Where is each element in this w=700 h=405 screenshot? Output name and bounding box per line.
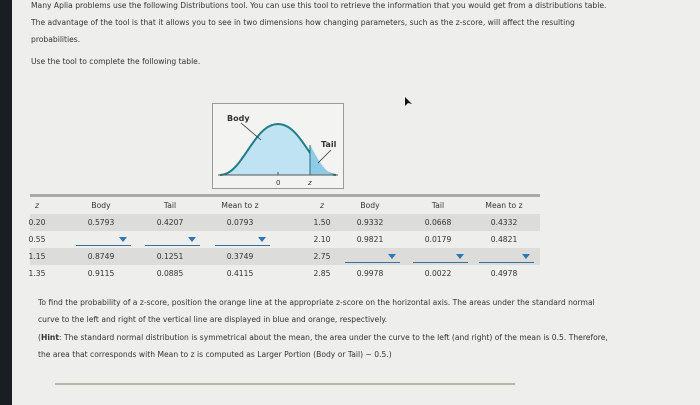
table-cell: 0.4332 — [490, 218, 518, 227]
table-cell: 0.4821 — [490, 235, 518, 244]
chevron-down-icon — [188, 237, 196, 242]
table-cell: 0.0022 — [424, 269, 452, 278]
answer-dropdown[interactable] — [345, 253, 400, 263]
answer-dropdown[interactable] — [145, 236, 200, 246]
tail-label: Tail — [321, 140, 337, 149]
z-value: 1.35 — [28, 269, 46, 278]
header-z: z — [320, 201, 324, 210]
table-row — [30, 248, 540, 265]
hint-text — [38, 329, 608, 363]
table-cell: 0.0179 — [424, 235, 452, 244]
zero-label: 0 — [276, 179, 281, 187]
table-cell: 0.3749 — [226, 252, 254, 261]
intro-line: probabilities. — [31, 35, 81, 44]
hint-line: : The standard normal distribution is symmetrical about the mean, the area under the curve to the left (and right) of the mean is 0.5. Therefore, — [58, 333, 608, 342]
header-tail: Tail — [163, 201, 177, 210]
table-cell: 0.8749 — [87, 252, 115, 261]
normal-curve-graph[interactable] — [213, 104, 343, 188]
distribution-table — [30, 194, 540, 282]
chevron-down-icon — [456, 254, 464, 259]
answer-dropdown[interactable] — [479, 253, 534, 263]
z-value: 1.15 — [28, 252, 46, 261]
tail-area — [310, 145, 336, 175]
table-cell: 0.9115 — [87, 269, 115, 278]
hint-line: the area that corresponds with Mean to z is computed as Larger Portion (Body or Tail) − 0.5.) — [38, 350, 392, 359]
answer-dropdown[interactable] — [413, 253, 468, 263]
answer-dropdown[interactable] — [215, 236, 270, 246]
hint-label: Hint — [40, 333, 59, 342]
answer-dropdown[interactable] — [76, 236, 131, 246]
table-cell: 0.0793 — [226, 218, 254, 227]
explanation-line: curve to the left and right of the vertical line are displayed in blue and orange, respectively. — [38, 315, 388, 324]
table-cell: 0.5793 — [87, 218, 115, 227]
table-row — [30, 265, 540, 282]
header-z: z — [35, 201, 39, 210]
table-row — [30, 231, 540, 248]
table-cell: 0.9978 — [356, 269, 384, 278]
answer-divider — [55, 383, 515, 385]
distribution-tool-figure[interactable] — [212, 103, 344, 189]
z-value: 0.55 — [28, 235, 46, 244]
table-cell: 0.0668 — [424, 218, 452, 227]
table-row — [30, 214, 540, 231]
body-pointer — [241, 123, 261, 140]
table-cell: 0.9332 — [356, 218, 384, 227]
table-cell: 0.9821 — [356, 235, 384, 244]
z-value: 2.85 — [313, 269, 331, 278]
z-value: 0.20 — [28, 218, 46, 227]
chevron-down-icon — [522, 254, 530, 259]
tail-pointer — [318, 150, 331, 163]
header-mean-to-z: Mean to z — [485, 201, 523, 210]
instruction-text: Use the tool to complete the following table. — [31, 57, 201, 66]
mouse-cursor-icon — [404, 96, 414, 108]
table-cell: 0.4115 — [226, 269, 254, 278]
table-cell: 0.4207 — [156, 218, 184, 227]
z-label: z — [308, 179, 312, 187]
header-tail: Tail — [431, 201, 445, 210]
intro-text — [31, 0, 606, 48]
table-header — [30, 197, 540, 214]
header-mean-to-z: Mean to z — [221, 201, 259, 210]
header-body: Body — [360, 201, 380, 210]
z-value: 2.75 — [313, 252, 331, 261]
hint-paren: ( — [38, 333, 41, 342]
intro-line: Many Aplia problems use the following Distributions tool. You can use this tool to retrieve the information that you would get from a distributions table. — [31, 1, 607, 10]
chevron-down-icon — [119, 237, 127, 242]
explanation-line: To find the probability of a z-score, position the orange line at the appropriate z-score on the horizontal axis. The areas under the standard normal — [38, 298, 595, 307]
header-body: Body — [91, 201, 111, 210]
chevron-down-icon — [388, 254, 396, 259]
z-value: 2.10 — [313, 235, 331, 244]
intro-line: The advantage of the tool is that it allows you to see in two dimensions how changing parameters, such as the z-score, will affect the resulting — [31, 18, 575, 27]
z-value: 1.50 — [313, 218, 331, 227]
body-label: Body — [227, 114, 250, 123]
explanation-text — [38, 294, 595, 328]
table-cell: 0.1251 — [156, 252, 184, 261]
table-cell: 0.0885 — [156, 269, 184, 278]
table-cell: 0.4978 — [490, 269, 518, 278]
chevron-down-icon — [258, 237, 266, 242]
